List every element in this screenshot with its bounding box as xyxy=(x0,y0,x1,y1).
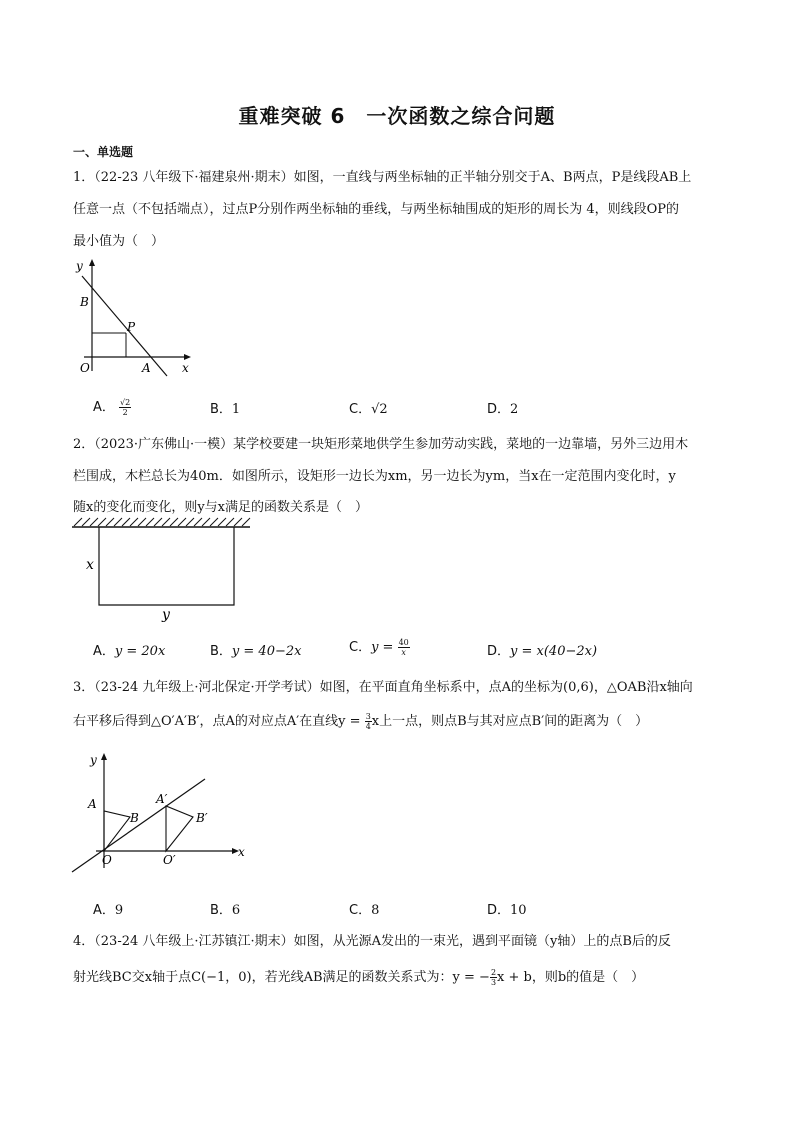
q4-line-2 xyxy=(73,966,644,987)
q3-figure xyxy=(66,748,256,876)
q2-option-c-num: 40 xyxy=(398,638,409,647)
q3-option-a[interactable] xyxy=(93,899,123,918)
q2-option-a[interactable] xyxy=(93,640,165,659)
q3-option-d-label: D． xyxy=(487,903,511,918)
q1-label-p: P xyxy=(127,320,136,334)
q2-option-c-den: x xyxy=(401,648,406,657)
q1-label-y: y xyxy=(76,259,83,273)
q3-line-2-den: 4 xyxy=(365,722,371,731)
q2-figure xyxy=(70,515,260,625)
q3-label-a2: A′ xyxy=(156,792,168,806)
q3-option-b-value: 6 xyxy=(231,903,241,918)
q3-option-c-value: 8 xyxy=(371,903,380,918)
q3-label-b: B xyxy=(130,811,139,825)
q1-y-arrow xyxy=(89,259,95,266)
q1-line-2: 任意一点（不包括端点），过点P分别作两坐标轴的垂线，与两坐标轴围成的矩形的周长为 4，则线段OP的 xyxy=(73,202,680,217)
q1-option-b-label: B． xyxy=(210,402,232,417)
q1-line-1: 1．（22-23 八年级下·福建泉州·期末）如图，一直线与两坐标轴的正半轴分别交于A、B两点，P是线段AB上 xyxy=(73,170,692,185)
q1-option-a-den: 2 xyxy=(122,408,128,417)
q1-option-a-num: √2 xyxy=(120,398,131,407)
q2-option-c[interactable] xyxy=(349,636,410,657)
q1-option-c[interactable] xyxy=(349,398,388,417)
q3-label-o: O xyxy=(102,853,112,867)
q4-line-2-prefix: 射光线BC交x轴于点C(−1，0)，若光线AB满足的函数关系式为：y = − xyxy=(73,970,490,985)
q1-option-b[interactable] xyxy=(210,398,240,417)
q2-line-1: 2．（2023·广东佛山·一模）某学校要建一块矩形菜地供学生参加劳动实践，菜地的一边靠墙，另外三边用木 xyxy=(73,437,689,452)
q2-label-y: y xyxy=(162,607,170,623)
page-title: 重难突破 6 一次函数之综合问题 xyxy=(238,104,556,128)
q2-option-d-label: D． xyxy=(487,644,511,659)
q3-option-b[interactable] xyxy=(210,899,240,918)
q4-line-2-suffix: x + b，则b的值是（ ） xyxy=(497,970,645,985)
q4-line-2-num: 2 xyxy=(490,968,497,977)
q2-line-3: 随x的变化而变化，则y与x满足的函数关系是（ ） xyxy=(73,500,369,515)
q1-option-d-label: D． xyxy=(487,402,511,417)
q1-label-a: A xyxy=(142,361,151,375)
section-heading: 一、单选题 xyxy=(73,145,134,159)
q2-fence xyxy=(99,527,234,605)
q3-triangle-o2a2b2 xyxy=(166,806,193,851)
q3-line-2-prefix: 右平移后得到△O′A′B′，点A的对应点A′在直线y = xyxy=(73,714,365,729)
q3-option-c[interactable] xyxy=(349,899,379,918)
q3-option-a-label: A． xyxy=(93,903,115,918)
q1-figure xyxy=(72,256,197,378)
q4-line-1: 4．（23-24 八年级上·江苏镇江·期末）如图，从光源A发出的一束光，遇到平面镜（y轴）上的点B后的反 xyxy=(73,934,671,949)
q1-option-a[interactable] xyxy=(93,396,131,417)
q2-option-d[interactable] xyxy=(487,640,597,659)
q2-option-a-value: y = 20x xyxy=(114,644,166,659)
q3-line-1: 3．（23-24 九年级上·河北保定·开学考试）如图，在平面直角坐标系中，点A的坐标为(0,6)，△OAB沿x轴向 xyxy=(73,680,693,695)
q3-triangle-oab xyxy=(104,811,130,851)
q3-line-2 xyxy=(73,710,648,731)
q3-option-c-label: C． xyxy=(349,903,372,918)
q1-line-3: 最小值为（ ） xyxy=(73,234,165,249)
q1-option-d[interactable] xyxy=(487,398,518,417)
q3-option-d-value: 10 xyxy=(510,903,527,918)
q1-label-b: B xyxy=(80,295,89,309)
q3-label-a: A xyxy=(88,797,97,811)
q1-option-c-value: √2 xyxy=(371,402,388,417)
q2-option-c-label: C． xyxy=(349,640,372,655)
q3-line-2-suffix: x上一点，则点B与其对应点B′间的距离为（ ） xyxy=(371,714,649,729)
q2-line-2: 栏围成，木栏总长为40m．如图所示，设矩形一边长为xm，另一边长为ym，当x在一定范围内变化时，y xyxy=(73,469,676,484)
q2-option-d-value: y = x(40−2x) xyxy=(510,644,598,659)
q1-line-ab xyxy=(82,276,167,376)
q1-label-x: x xyxy=(182,361,189,375)
q3-option-d[interactable] xyxy=(487,899,527,918)
q1-option-a-label: A． xyxy=(93,400,115,415)
q3-label-o2: O′ xyxy=(163,853,176,867)
q2-option-b[interactable] xyxy=(210,640,301,659)
q2-option-c-prefix: y = xyxy=(371,640,398,655)
q2-option-c-fraction xyxy=(398,638,410,657)
q3-label-b2: B′ xyxy=(196,811,208,825)
q3-line-2-fraction xyxy=(365,712,372,731)
q4-line-2-fraction xyxy=(490,968,497,987)
q3-option-a-value: 9 xyxy=(114,903,124,918)
q4-line-2-den: 3 xyxy=(490,978,497,987)
q2-label-x: x xyxy=(86,557,94,573)
q1-option-a-fraction xyxy=(119,398,131,417)
q1-label-o: O xyxy=(80,361,90,375)
q3-label-y: y xyxy=(90,753,97,767)
q3-line-y34x xyxy=(72,779,205,872)
q2-option-a-label: A． xyxy=(93,644,115,659)
q3-label-x: x xyxy=(238,845,245,859)
q3-y-arrow xyxy=(101,753,107,760)
q3-option-b-label: B． xyxy=(210,903,232,918)
q1-option-c-label: C． xyxy=(349,402,372,417)
q1-x-arrow xyxy=(184,354,191,360)
q2-wall-hatching xyxy=(74,518,250,526)
q2-option-b-value: y = 40−2x xyxy=(231,644,302,659)
q1-option-d-value: 2 xyxy=(510,402,519,417)
q2-option-b-label: B． xyxy=(210,644,232,659)
q3-line-2-num: 3 xyxy=(365,712,371,721)
q1-option-b-value: 1 xyxy=(231,402,241,417)
